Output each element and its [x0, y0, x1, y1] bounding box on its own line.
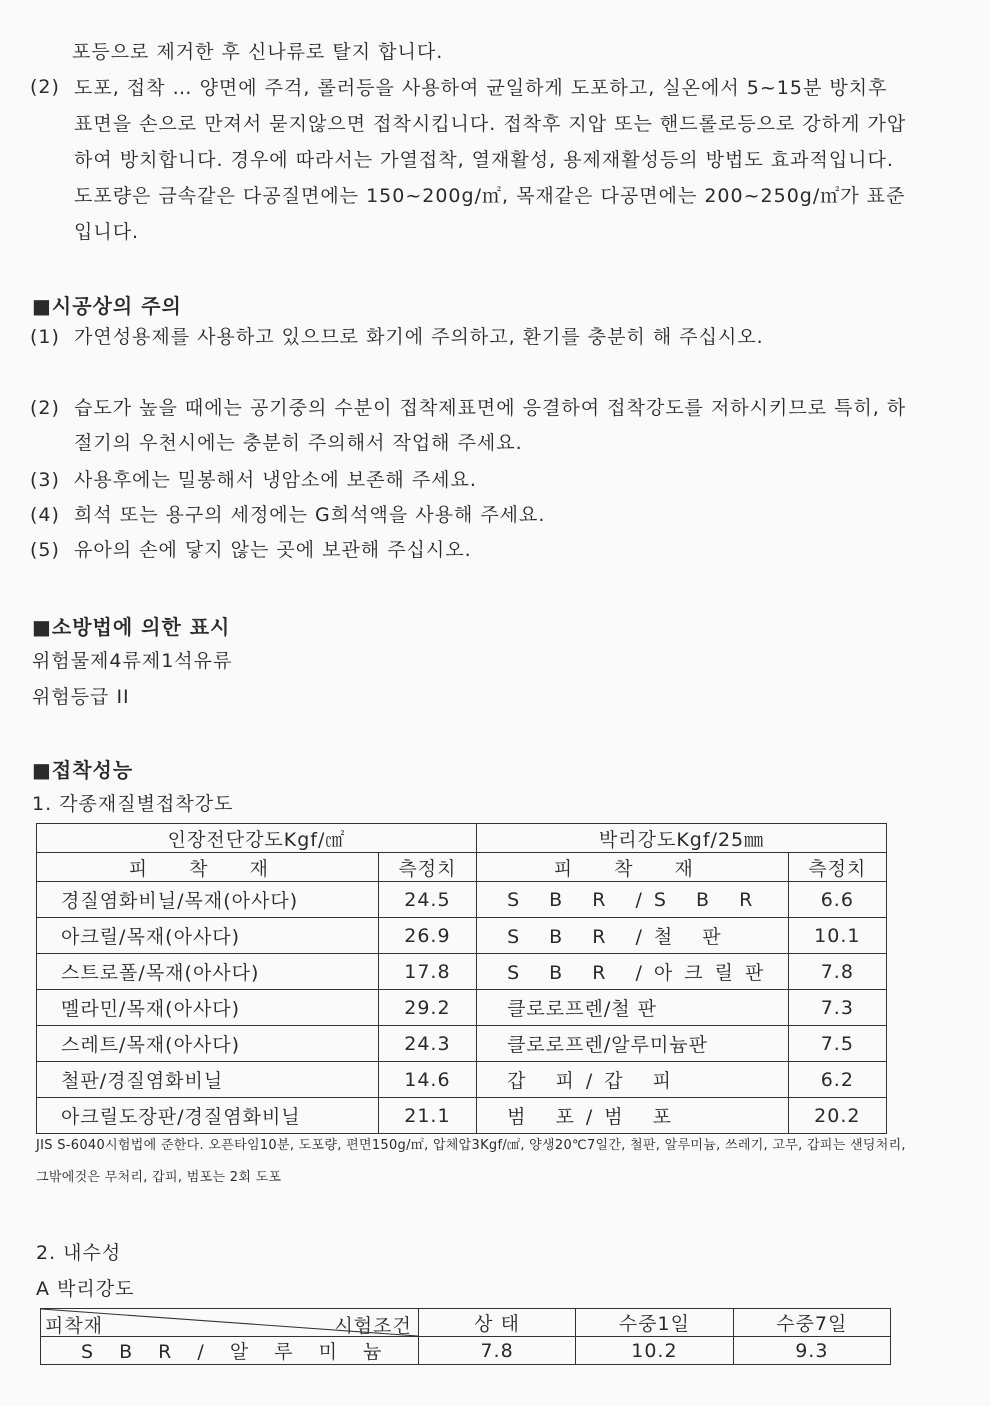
table-row — [37, 954, 887, 990]
item-text: 습도가 높을 때에는 공기중의 수분이 접착제표면에 응결하여 접착강도를 저하시키므로 특히, 하절기의 우천시에는 충분히 주의해서 작업해 주세요. — [74, 397, 907, 454]
value-cell: 29.2 — [378, 990, 476, 1026]
column-header-material: 피 착 재 — [37, 853, 379, 882]
subsection-peel-strength: A 박리강도 — [36, 1278, 135, 1300]
performance-heading: ■접착성능 — [32, 758, 134, 782]
item-number: (1) — [30, 326, 60, 348]
adhesion-strength-table — [36, 823, 887, 1134]
item-text: 유아의 손에 닿지 않는 곳에 보관해 주십시오. — [74, 539, 472, 561]
column-header-value: 측정치 — [788, 853, 886, 882]
value-cell: 14.6 — [378, 1062, 476, 1098]
item-number: (2) — [30, 397, 60, 419]
hazard-grade: 위험등급 II — [32, 686, 130, 708]
table-row — [41, 1337, 891, 1365]
table-row — [37, 1062, 887, 1098]
material-cell: 클로로프렌/알루미늄판 — [477, 1026, 789, 1062]
value-cell: 20.2 — [788, 1098, 886, 1134]
item-text: 사용후에는 밀봉해서 냉암소에 보존해 주세요. — [74, 469, 477, 491]
header-material: 피착재 — [45, 1315, 104, 1337]
day7-value: 9.3 — [733, 1337, 890, 1365]
material-cell: 아크릴/목재(아사다) — [37, 918, 379, 954]
water-resistance-table — [40, 1308, 891, 1365]
caution-item-2 — [30, 391, 910, 461]
value-cell: 24.3 — [378, 1026, 476, 1062]
test-method-note: JIS S-6040시험법에 준한다. 오픈타임10분, 도포량, 편면150g/㎡, 압체압3Kgf/㎠, 양생20℃7일간, 철판, 알루미늄, 쓰레기, 고무, 갑피는 샌딩처리, 그밖에것은 무처리, 갑피, 범포는 2회 도포 — [36, 1138, 906, 1185]
header-day1: 수중1일 — [576, 1309, 733, 1337]
value-cell: 21.1 — [378, 1098, 476, 1134]
header-state: 상 태 — [418, 1309, 575, 1337]
caution-item-3 — [30, 463, 910, 498]
material-cell: 경질염화비닐/목재(아사다) — [37, 882, 379, 918]
material-cell: 범 포/범 포 — [477, 1098, 789, 1134]
material-cell: S B R /철 판 — [477, 918, 789, 954]
material-cell: 스트로폴/목재(아사다) — [37, 954, 379, 990]
intro-line: 포등으로 제거한 후 신나류로 탈지 합니다. — [72, 41, 444, 63]
value-cell: 6.6 — [788, 882, 886, 918]
material-cell: 멜라민/목재(아사다) — [37, 990, 379, 1026]
item-number: (2) — [30, 76, 60, 98]
value-cell: 6.2 — [788, 1062, 886, 1098]
material-cell: 철판/경질염화비닐 — [37, 1062, 379, 1098]
table-row — [37, 1026, 887, 1062]
material-cell: S B R / 알 루 미 늄 — [41, 1337, 419, 1365]
hazard-class: 위험물제4류제1석유류 — [32, 650, 233, 672]
peel-strength-title: 박리강도Kgf/25㎜ — [477, 824, 887, 853]
material-cell: 스레트/목재(아사다) — [37, 1026, 379, 1062]
item-number: (3) — [30, 469, 60, 491]
value-cell: 10.1 — [788, 918, 886, 954]
header-material-condition-cell — [41, 1309, 419, 1337]
table-row — [37, 1098, 887, 1134]
caution-heading: ■시공상의 주의 — [32, 294, 182, 318]
state-value: 7.8 — [418, 1337, 575, 1365]
item-text: 희석 또는 용구의 세정에는 G희석액을 사용해 주세요. — [74, 504, 546, 526]
item-text: 가연성용제를 사용하고 있으므로 화기에 주의하고, 환기를 충분히 해 주십시오. — [74, 326, 764, 348]
caution-item-1 — [30, 320, 910, 355]
table-row — [37, 990, 887, 1026]
header-day7: 수중7일 — [733, 1309, 890, 1337]
material-cell: S B R /아크릴판 — [477, 954, 789, 990]
header-condition: 시험조건 — [334, 1315, 412, 1337]
material-cell: 갑 피/갑 피 — [477, 1062, 789, 1098]
item-text: 도포, 접착 … 양면에 주걱, 롤러등을 사용하여 균일하게 도포하고, 실온에서 5~15분 방치후 표면을 손으로 만져서 묻지않으면 접착시킵니다. 접착후 지압 또는 핸드롤로등으로 강하게 가압하여 방치합니다. 경우에 따라서는 가열접착, 열재활성, 용제재활성등의 방법도 효과적입니다. 도포량은 금속같은 다공질면에는 150~200g/㎡, 목재같은 다공면에는 200~250g/㎡가 표준입니다. — [74, 77, 907, 243]
application-step-2 — [30, 70, 910, 250]
value-cell: 24.5 — [378, 882, 476, 918]
value-cell: 17.8 — [378, 954, 476, 990]
material-cell: 아크릴도장판/경질염화비닐 — [37, 1098, 379, 1134]
column-header-material: 피 착 재 — [477, 853, 789, 882]
value-cell: 7.3 — [788, 990, 886, 1026]
diagonal-divider — [41, 1309, 418, 1336]
table-row — [37, 918, 887, 954]
section-water-resistance: 2. 내수성 — [36, 1242, 122, 1264]
caution-item-4 — [30, 498, 910, 533]
value-cell: 7.5 — [788, 1026, 886, 1062]
material-cell: S B R /S B R — [477, 882, 789, 918]
material-cell: 클로로프렌/철 판 — [477, 990, 789, 1026]
day1-value: 10.2 — [576, 1337, 733, 1365]
value-cell: 26.9 — [378, 918, 476, 954]
section-adhesion-by-material: 1. 각종재질별접착강도 — [32, 793, 234, 815]
column-header-value: 측정치 — [378, 853, 476, 882]
value-cell: 7.8 — [788, 954, 886, 990]
fire-law-heading: ■소방법에 의한 표시 — [32, 615, 231, 639]
caution-item-5 — [30, 533, 910, 568]
item-number: (4) — [30, 504, 60, 526]
item-number: (5) — [30, 539, 60, 561]
shear-strength-title: 인장전단강도Kgf/㎠ — [37, 824, 477, 853]
table-row — [37, 882, 887, 918]
